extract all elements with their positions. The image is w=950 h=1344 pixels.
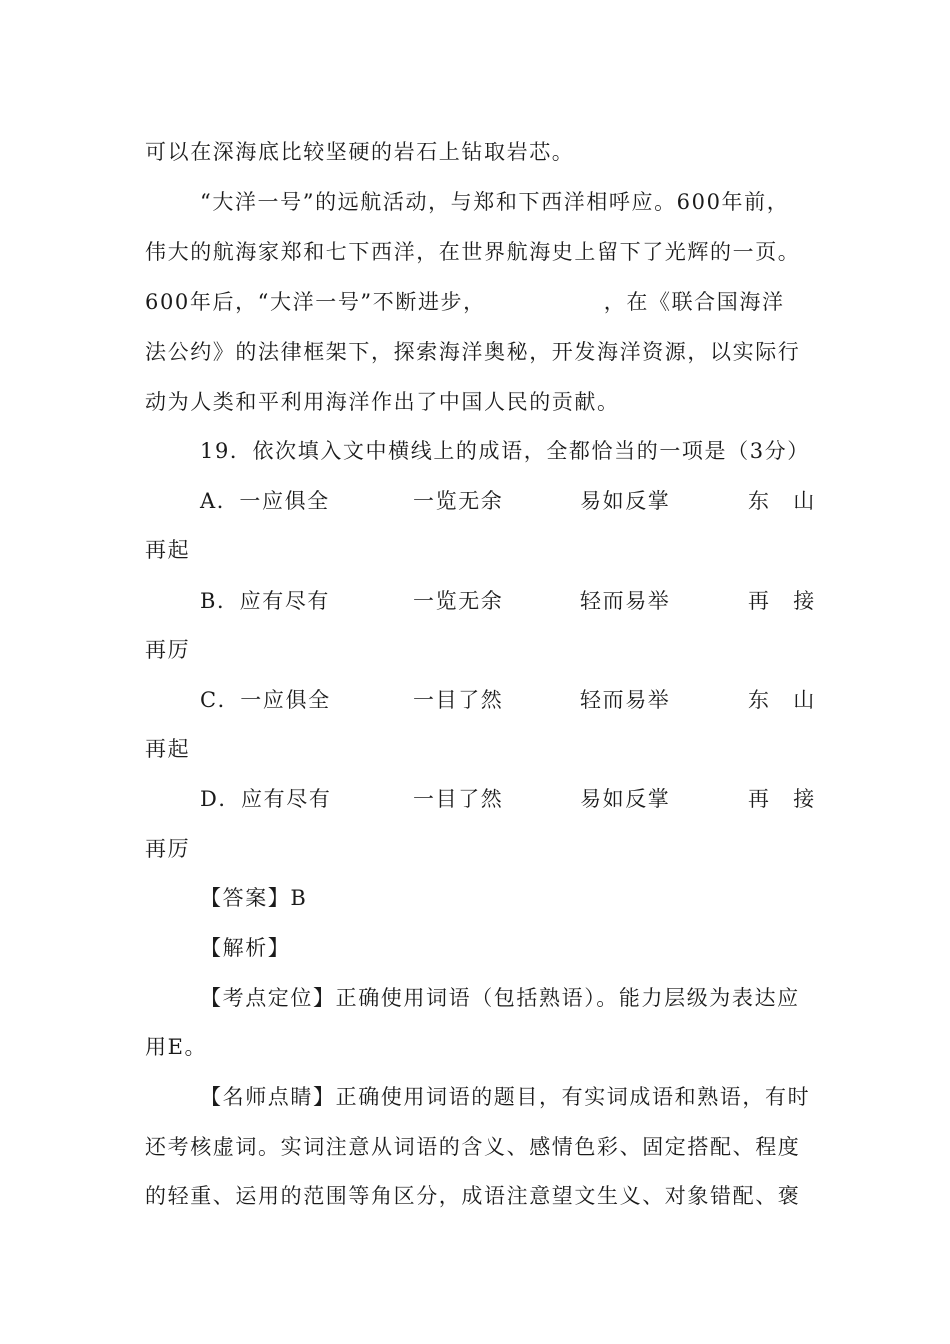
answer-label: 【答案】B — [200, 886, 308, 910]
teacher-tip-line-2: 还考核虚词。实词注意从词语的含义、感情色彩、固定搭配、程度 — [145, 1135, 801, 1159]
passage-line-6: 动为人类和平利用海洋作出了中国人民的贡献。 — [145, 390, 620, 414]
passage-line-4-end: ，在《联合国海洋 — [603, 290, 785, 314]
test-point-line-2: 用E。 — [145, 1035, 208, 1059]
teacher-tip-line-1: 【名师点睛】正确使用词语的题目，有实词成语和熟语，有时 — [200, 1085, 811, 1109]
passage-line-2: “大洋一号”的远航活动，与郑和下西洋相呼应。600年前， — [200, 190, 790, 214]
option-d-col3: 易如反掌 — [580, 787, 671, 811]
option-c-col1: C．一应俱全 — [200, 688, 331, 712]
passage-line-3: 伟大的航海家郑和七下西洋，在世界航海史上留下了光辉的一页。 — [145, 240, 801, 264]
option-b-col2: 一览无余 — [413, 589, 504, 613]
option-a-col3: 易如反掌 — [580, 489, 671, 513]
option-c-wrap: 再起 — [145, 737, 191, 761]
option-c-col2: 一目了然 — [413, 688, 504, 712]
question-stem: 19．依次填入文中横线上的成语，全都恰当的一项是（3分） — [200, 439, 810, 463]
option-a-col2: 一览无余 — [413, 489, 504, 513]
option-a-col4: 东 山 — [748, 489, 816, 513]
option-a-wrap: 再起 — [145, 538, 191, 562]
option-b-col4: 再 接 — [748, 589, 816, 613]
teacher-tip-line-3: 的轻重、运用的范围等角区分，成语注意望文生义、对象错配、褒 — [145, 1184, 801, 1208]
test-point-line-1: 【考点定位】正确使用词语（包括熟语）。能力层级为表达应 — [200, 986, 800, 1010]
option-c-col3: 轻而易举 — [580, 688, 671, 712]
passage-line-5: 法公约》的法律框架下，探索海洋奥秘，开发海洋资源，以实际行 — [145, 340, 801, 364]
option-b-col1: B．应有尽有 — [200, 589, 331, 613]
option-d-col2: 一目了然 — [413, 787, 504, 811]
option-d-col1: D．应有尽有 — [200, 787, 332, 811]
option-b-col3: 轻而易举 — [580, 589, 671, 613]
option-b-wrap: 再厉 — [145, 638, 191, 662]
analysis-heading: 【解析】 — [200, 936, 291, 960]
passage-line-1: 可以在深海底比较坚硬的岩石上钻取岩芯。 — [145, 140, 575, 164]
passage-line-4 — [145, 288, 807, 316]
option-a-col1: A．一应俱全 — [200, 489, 330, 513]
option-c-col4: 东 山 — [748, 688, 816, 712]
option-d-wrap: 再厉 — [145, 837, 191, 861]
passage-line-4-start: 600年后，“大洋一号”不断进步， — [145, 290, 486, 314]
option-d-col4: 再 接 — [748, 787, 816, 811]
